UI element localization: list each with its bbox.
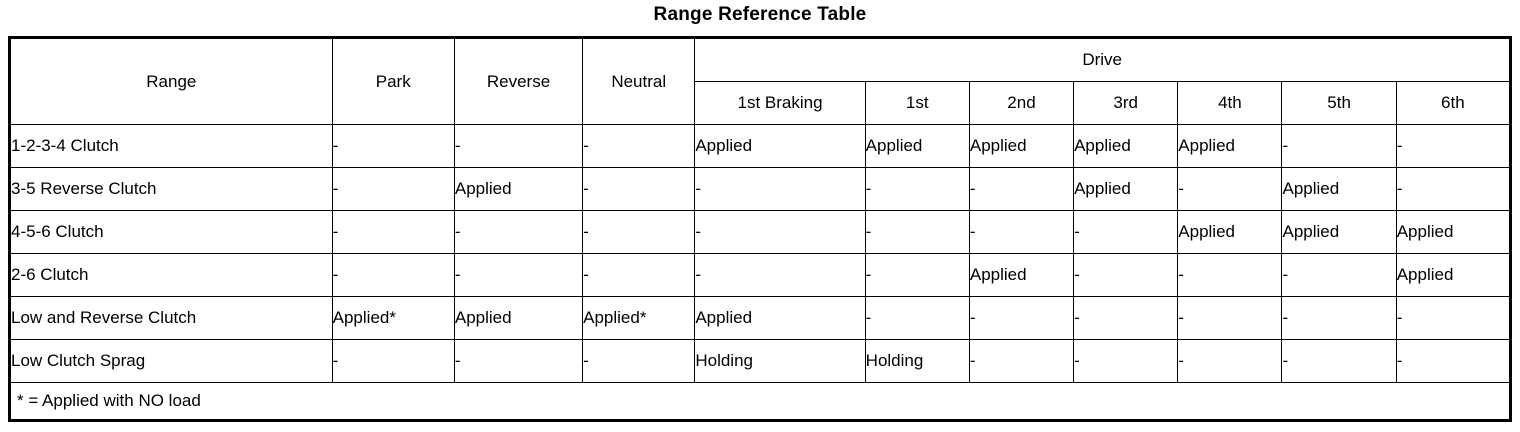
cell: Applied xyxy=(695,297,865,340)
cell: Applied xyxy=(1074,168,1178,211)
row-label: Low Clutch Sprag xyxy=(10,340,333,383)
cell: - xyxy=(969,340,1073,383)
cell: - xyxy=(332,168,454,211)
cell: - xyxy=(583,168,695,211)
cell: Applied xyxy=(969,125,1073,168)
cell: - xyxy=(695,168,865,211)
cell: - xyxy=(1396,297,1510,340)
cell: Applied* xyxy=(332,297,454,340)
cell: Applied xyxy=(1282,211,1396,254)
cell: Holding xyxy=(865,340,969,383)
cell: - xyxy=(583,125,695,168)
cell: - xyxy=(865,168,969,211)
cell: - xyxy=(1178,297,1282,340)
column-header-1st-braking: 1st Braking xyxy=(695,82,865,125)
cell: - xyxy=(332,125,454,168)
column-header-5th: 5th xyxy=(1282,82,1396,125)
cell: Applied xyxy=(1282,168,1396,211)
column-header-6th: 6th xyxy=(1396,82,1510,125)
table-row xyxy=(10,254,1511,297)
cell: Applied xyxy=(454,297,582,340)
table-row xyxy=(10,168,1511,211)
table-body xyxy=(10,125,1511,421)
page-title: Range Reference Table xyxy=(653,4,867,25)
cell: - xyxy=(583,211,695,254)
cell: - xyxy=(583,254,695,297)
cell: - xyxy=(865,297,969,340)
cell: - xyxy=(454,125,582,168)
table-head xyxy=(10,38,1511,125)
cell: - xyxy=(1074,254,1178,297)
cell: - xyxy=(583,340,695,383)
range-reference-table xyxy=(8,36,1512,422)
table-container xyxy=(0,36,1520,422)
cell: - xyxy=(695,254,865,297)
cell: Applied* xyxy=(583,297,695,340)
cell: - xyxy=(1178,168,1282,211)
cell: Applied xyxy=(865,125,969,168)
column-header-reverse: Reverse xyxy=(454,38,582,125)
table-row xyxy=(10,340,1511,383)
table-row xyxy=(10,211,1511,254)
column-header-2nd: 2nd xyxy=(969,82,1073,125)
row-label: 1-2-3-4 Clutch xyxy=(10,125,333,168)
cell: Applied xyxy=(969,254,1073,297)
cell: - xyxy=(1396,125,1510,168)
cell: - xyxy=(969,168,1073,211)
cell: Applied xyxy=(454,168,582,211)
cell: - xyxy=(865,254,969,297)
cell: - xyxy=(332,211,454,254)
cell: - xyxy=(332,340,454,383)
cell: - xyxy=(969,297,1073,340)
cell: - xyxy=(695,211,865,254)
column-header-neutral: Neutral xyxy=(583,38,695,125)
cell: - xyxy=(1178,254,1282,297)
row-label: 2-6 Clutch xyxy=(10,254,333,297)
table-row xyxy=(10,297,1511,340)
cell: Applied xyxy=(1178,211,1282,254)
cell: - xyxy=(1178,340,1282,383)
cell: - xyxy=(1074,211,1178,254)
cell: - xyxy=(454,254,582,297)
cell: - xyxy=(1074,340,1178,383)
cell: - xyxy=(1282,297,1396,340)
cell: - xyxy=(969,211,1073,254)
cell: Applied xyxy=(1396,211,1510,254)
cell: - xyxy=(1396,168,1510,211)
column-header-park: Park xyxy=(332,38,454,125)
cell: - xyxy=(865,211,969,254)
cell: Holding xyxy=(695,340,865,383)
cell: - xyxy=(1396,340,1510,383)
cell: Applied xyxy=(695,125,865,168)
table-row xyxy=(10,125,1511,168)
cell: Applied xyxy=(1396,254,1510,297)
cell: - xyxy=(1282,125,1396,168)
footnote-text: * = Applied with NO load xyxy=(10,383,1511,421)
row-label: 3-5 Reverse Clutch xyxy=(10,168,333,211)
table-group-header-row xyxy=(10,38,1511,82)
column-header-range: Range xyxy=(10,38,333,125)
column-header-3rd: 3rd xyxy=(1074,82,1178,125)
row-label: Low and Reverse Clutch xyxy=(10,297,333,340)
cell: - xyxy=(454,340,582,383)
cell: - xyxy=(332,254,454,297)
cell: - xyxy=(1282,254,1396,297)
cell: - xyxy=(454,211,582,254)
table-footnote-row xyxy=(10,383,1511,421)
cell: - xyxy=(1074,297,1178,340)
row-label: 4-5-6 Clutch xyxy=(10,211,333,254)
cell: - xyxy=(1282,340,1396,383)
column-group-header-drive: Drive xyxy=(695,38,1511,82)
column-header-1st: 1st xyxy=(865,82,969,125)
cell: Applied xyxy=(1074,125,1178,168)
cell: Applied xyxy=(1178,125,1282,168)
column-header-4th: 4th xyxy=(1178,82,1282,125)
